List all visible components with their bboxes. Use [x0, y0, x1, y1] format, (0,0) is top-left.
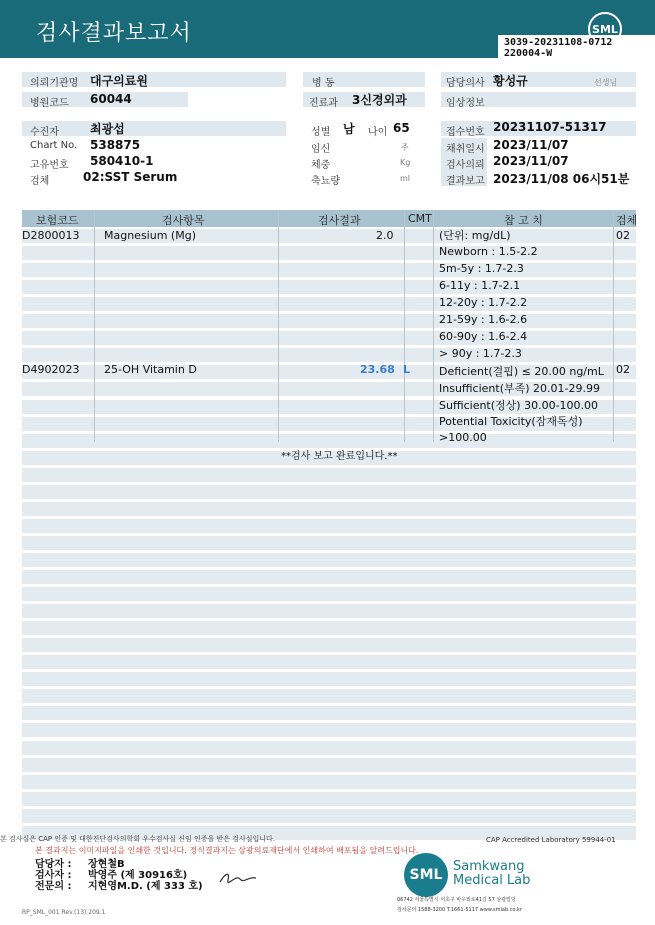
column-divider: [278, 210, 279, 442]
col-reference-header: 참 고 치: [504, 214, 543, 227]
row2-reference-line: >100.00: [439, 431, 487, 444]
cap-accreditation-note: 본 검사실은 CAP 인증 및 대한진단검사의학회 우수검사실 신임 인증을 받은 검사실입니다.: [0, 835, 276, 843]
table-stripe: [22, 348, 636, 362]
row1-result: 2.0: [376, 229, 394, 242]
examiner-name: 박영주 (제 30916호): [88, 870, 188, 881]
requesting-institution: 대구의료원: [90, 74, 148, 88]
table-stripe: [22, 468, 636, 482]
row1-code: D2800013: [22, 229, 80, 242]
table-stripe: [22, 809, 636, 823]
table-stripe: [22, 689, 636, 703]
signature-icon: [218, 870, 258, 886]
row1-reference-line: 21-59y : 1.6-2.6: [439, 313, 528, 326]
dept-label: 진료과: [309, 98, 338, 109]
document-id: 3039-20231108-0712 220004-W: [504, 37, 613, 59]
receipt-no: 20231107-51317: [493, 120, 607, 134]
samkwang-logo-icon: SML: [404, 853, 448, 897]
row2-reference-line: Deficient(결핍) ≤ 20.00 ng/mL: [439, 365, 604, 378]
table-stripe: [22, 502, 636, 516]
doctor-label: 담당의사: [446, 78, 485, 89]
column-divider: [94, 210, 95, 442]
age-label: 나이: [368, 127, 388, 138]
row1-reference-line: (단위: mg/dL): [439, 229, 511, 242]
column-divider: [613, 210, 614, 442]
col-result-header: 검사결과: [318, 214, 361, 227]
manager-name: 장현철B: [88, 859, 125, 870]
table-stripe: [22, 672, 636, 686]
ward-label: 병 동: [312, 78, 335, 89]
col-code-header: 보험코드: [36, 214, 79, 227]
urine-unit: ml: [400, 174, 411, 183]
table-stripe: [22, 741, 636, 755]
lab-address: 06742 서울특별시 서초구 바우뫼로41길 57 삼광빌딩: [397, 897, 516, 903]
hospital-code-label: 병원코드: [30, 98, 69, 109]
col-specimen-header: 검체: [616, 214, 638, 227]
doctor-name: 황성규: [493, 74, 528, 88]
col-cmt-header: CMT: [408, 212, 432, 225]
table-stripe: [22, 297, 636, 311]
row1-reference-line: 60-90y : 1.6-2.4: [439, 330, 528, 343]
pregnancy-unit: 주: [401, 143, 409, 152]
table-stripe: [22, 638, 636, 652]
age: 65: [393, 121, 410, 135]
table-stripe: [22, 775, 636, 789]
cap-number: CAP Accredited Laboratory 59944-01: [486, 836, 616, 844]
row2-item: 25-OH Vitamin D: [104, 363, 197, 376]
table-stripe: [22, 723, 636, 737]
table-stripe: [22, 570, 636, 584]
report-date-label: 결과보고: [446, 176, 485, 187]
table-stripe: [22, 485, 636, 499]
row2-result: 23.68: [360, 363, 395, 376]
urine-label: 축뇨량: [311, 176, 340, 187]
collect-date: 2023/11/07: [493, 138, 569, 152]
dept: 3신경외과: [352, 93, 407, 107]
specimen-label: 검체: [30, 176, 50, 187]
row1-reference-line: 12-20y : 1.7-2.2: [439, 296, 528, 309]
request-date: 2023/11/07: [493, 154, 569, 168]
manager-label: 담당자 :: [35, 859, 72, 870]
row1-item: Magnesium (Mg): [104, 229, 196, 242]
table-stripe: [22, 331, 636, 345]
row2-low-flag: L: [403, 363, 411, 376]
weight-label: 체중: [311, 160, 331, 171]
table-stripe: [22, 706, 636, 720]
table-stripe: [22, 536, 636, 550]
table-stripe: [22, 434, 636, 448]
table-stripe: [22, 792, 636, 806]
form-code: RP_SML_001 Rev.(13) 209.1: [22, 909, 106, 916]
table-stripe: [22, 621, 636, 635]
specimen: 02:SST Serum: [83, 170, 178, 184]
column-divider: [433, 210, 434, 442]
row1-reference-line: 6-11y : 1.7-2.1: [439, 279, 521, 292]
table-stripe: [22, 655, 636, 669]
lab-name: Samkwang Medical Lab: [453, 859, 531, 888]
specialist-name: 지현영M.D. (제 333 호): [88, 881, 203, 892]
receipt-no-label: 접수번호: [446, 127, 485, 138]
row2-code: D4902023: [22, 363, 80, 376]
table-stripe: [22, 280, 636, 294]
row1-reference-line: > 90y : 1.7-2.3: [439, 347, 522, 360]
pregnancy-label: 임신: [311, 144, 331, 155]
patient-name: 최광섭: [90, 122, 125, 136]
table-stripe: [22, 246, 636, 260]
table-stripe: [22, 553, 636, 567]
sex-label: 성별: [311, 127, 331, 138]
col-item-header: 검사항목: [162, 214, 205, 227]
table-stripe: [22, 758, 636, 772]
row2-reference-line: Insufficient(부족) 20.01-29.99: [439, 382, 600, 395]
table-stripe: [22, 519, 636, 533]
sml-logo-icon: SML: [588, 12, 622, 46]
row2-reference-line: Sufficient(정상) 30.00-100.00: [439, 399, 599, 412]
label-bar: [22, 121, 286, 136]
table-stripe: [22, 604, 636, 618]
collect-date-label: 채취일시: [446, 144, 485, 155]
row2-reference-line: Potential Toxicity(잠재독성): [439, 415, 583, 428]
report-date: 2023/11/08 06시51분: [493, 172, 630, 186]
sex: 남: [343, 122, 355, 136]
lab-contact: 검사문의 1588-3200 T.1661-5117 www.smlab.co.kr: [397, 907, 522, 913]
print-notice: 본 결과지는 이미지파일을 인쇄한 것입니다. 정식결과지는 삼광의료재단에서 인쇄하여 배포됨을 알려드립니다.: [35, 846, 419, 855]
table-stripe: [22, 263, 636, 277]
table-stripe: [22, 314, 636, 328]
report-title: 검사결과보고서: [36, 21, 192, 46]
row1-specimen: 02: [616, 229, 630, 242]
unique-no: 580410-1: [90, 154, 154, 168]
patient-label: 수진자: [30, 127, 59, 138]
chart-no: 538875: [90, 138, 141, 152]
row1-reference-line: Newborn : 1.5-2.2: [439, 245, 538, 258]
unique-no-label: 고유번호: [30, 160, 69, 171]
row2-specimen: 02: [616, 363, 630, 376]
completion-note: **검사 보고 완료입니다.**: [281, 451, 398, 462]
table-stripe: [22, 587, 636, 601]
request-date-label: 검사의뢰: [446, 160, 485, 171]
specialist-label: 전문의 :: [35, 881, 72, 892]
examiner-label: 검사자 :: [35, 870, 72, 881]
clinical-info-label: 임상정보: [446, 98, 485, 109]
requesting-institution-label: 의뢰기관명: [30, 78, 79, 89]
row1-reference-line: 5m-5y : 1.7-2.3: [439, 262, 524, 275]
weight-unit: Kg: [400, 158, 411, 167]
doctor-suffix: 선생님: [594, 78, 618, 87]
hospital-code: 60044: [90, 92, 132, 106]
column-divider: [404, 210, 405, 442]
chart-no-label: Chart No.: [30, 140, 78, 151]
